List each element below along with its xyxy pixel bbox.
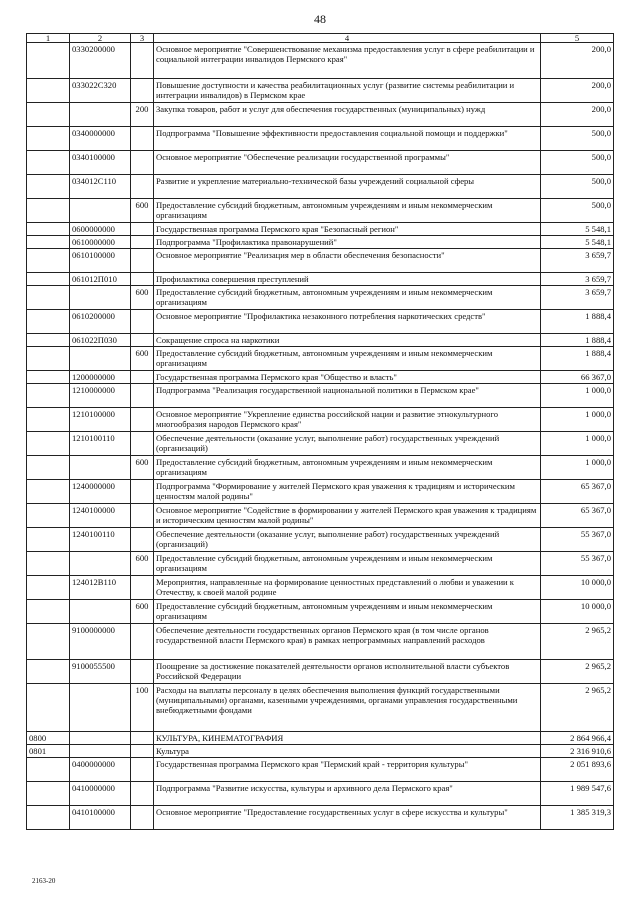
section-code-cell bbox=[27, 249, 70, 273]
description-cell: Поощрение за достижение показателей деятельности органов исполнительной власти субъектов Российской Федерации bbox=[154, 660, 541, 684]
amount-cell: 66 367,0 bbox=[541, 371, 614, 384]
expense-type-cell: 100 bbox=[131, 684, 154, 732]
section-code-cell bbox=[27, 684, 70, 732]
table-row bbox=[27, 576, 614, 600]
description-cell: Предоставление субсидий бюджетным, автономным учреждениям и иным некоммерческим организациям bbox=[154, 552, 541, 576]
expense-type-cell bbox=[131, 745, 154, 758]
table-row bbox=[27, 480, 614, 504]
amount-cell: 1 000,0 bbox=[541, 432, 614, 456]
expense-type-cell bbox=[131, 758, 154, 782]
expense-type-cell bbox=[131, 408, 154, 432]
amount-cell: 500,0 bbox=[541, 199, 614, 223]
section-code-cell bbox=[27, 151, 70, 175]
target-article-cell: 1210100110 bbox=[70, 432, 131, 456]
expense-type-cell bbox=[131, 384, 154, 408]
table-row bbox=[27, 732, 614, 745]
budget-table bbox=[26, 33, 614, 830]
section-code-cell: 0800 bbox=[27, 732, 70, 745]
section-code-cell bbox=[27, 223, 70, 236]
amount-cell: 1 000,0 bbox=[541, 456, 614, 480]
expense-type-cell: 600 bbox=[131, 552, 154, 576]
page-number: 48 bbox=[314, 12, 326, 26]
description-cell: Предоставление субсидий бюджетным, автономным учреждениям и иным некоммерческим организациям bbox=[154, 456, 541, 480]
table-row bbox=[27, 384, 614, 408]
expense-type-cell bbox=[131, 236, 154, 249]
section-code-cell bbox=[27, 273, 70, 286]
expense-type-cell: 200 bbox=[131, 103, 154, 127]
description-cell: Подпрограмма "Профилактика правонарушений" bbox=[154, 236, 541, 249]
expense-type-cell bbox=[131, 782, 154, 806]
table-row bbox=[27, 79, 614, 103]
amount-cell: 65 367,0 bbox=[541, 504, 614, 528]
header-row bbox=[27, 34, 614, 43]
amount-cell: 55 367,0 bbox=[541, 528, 614, 552]
amount-cell: 200,0 bbox=[541, 79, 614, 103]
target-article-cell: 061022П030 bbox=[70, 334, 131, 347]
amount-cell: 1 385 319,3 bbox=[541, 806, 614, 830]
table-row bbox=[27, 273, 614, 286]
table-row bbox=[27, 432, 614, 456]
section-code-cell bbox=[27, 334, 70, 347]
table-row bbox=[27, 552, 614, 576]
target-article-cell bbox=[70, 552, 131, 576]
table-body bbox=[27, 43, 614, 830]
section-code-cell bbox=[27, 286, 70, 310]
table-row bbox=[27, 103, 614, 127]
target-article-cell bbox=[70, 732, 131, 745]
section-code-cell bbox=[27, 806, 70, 830]
amount-cell: 10 000,0 bbox=[541, 576, 614, 600]
section-code-cell bbox=[27, 310, 70, 334]
expense-type-cell bbox=[131, 528, 154, 552]
expense-type-cell bbox=[131, 371, 154, 384]
target-article-cell: 1200000000 bbox=[70, 371, 131, 384]
table-row bbox=[27, 806, 614, 830]
amount-cell: 3 659,7 bbox=[541, 273, 614, 286]
section-code-cell bbox=[27, 127, 70, 151]
description-cell: Обеспечение деятельности (оказание услуг, выполнение работ) государственных учреждений (организаций) bbox=[154, 528, 541, 552]
section-code-cell bbox=[27, 236, 70, 249]
amount-cell: 500,0 bbox=[541, 175, 614, 199]
expense-type-cell: 600 bbox=[131, 199, 154, 223]
expense-type-cell bbox=[131, 624, 154, 660]
target-article-cell: 9100055500 bbox=[70, 660, 131, 684]
table-row bbox=[27, 782, 614, 806]
expense-type-cell bbox=[131, 480, 154, 504]
target-article-cell: 0340100000 bbox=[70, 151, 131, 175]
description-cell: Закупка товаров, работ и услуг для обеспечения государственных (муниципальных) нужд bbox=[154, 103, 541, 127]
section-code-cell bbox=[27, 43, 70, 79]
section-code-cell bbox=[27, 199, 70, 223]
table-row bbox=[27, 684, 614, 732]
target-article-cell: 0400000000 bbox=[70, 758, 131, 782]
description-cell: Основное мероприятие "Реализация мер в области обеспечения безопасности" bbox=[154, 249, 541, 273]
amount-cell: 65 367,0 bbox=[541, 480, 614, 504]
section-code-cell: 0801 bbox=[27, 745, 70, 758]
table-row bbox=[27, 371, 614, 384]
description-cell: Основное мероприятие "Предоставление государственных услуг в сфере искусства и культуры" bbox=[154, 806, 541, 830]
section-code-cell bbox=[27, 528, 70, 552]
target-article-cell: 0410000000 bbox=[70, 782, 131, 806]
description-cell: Обеспечение деятельности государственных органов Пермского края (в том числе органов государственной власти Пермского края) в рамках непрограммных направлений расходов bbox=[154, 624, 541, 660]
expense-type-cell: 600 bbox=[131, 600, 154, 624]
amount-cell: 3 659,7 bbox=[541, 249, 614, 273]
expense-type-cell: 600 bbox=[131, 456, 154, 480]
expense-type-cell bbox=[131, 175, 154, 199]
amount-cell: 10 000,0 bbox=[541, 600, 614, 624]
expense-type-cell bbox=[131, 432, 154, 456]
amount-cell: 2 316 910,6 bbox=[541, 745, 614, 758]
target-article-cell: 0610100000 bbox=[70, 249, 131, 273]
expense-type-cell bbox=[131, 576, 154, 600]
expense-type-cell bbox=[131, 43, 154, 79]
section-code-cell bbox=[27, 384, 70, 408]
description-cell: Основное мероприятие "Укрепление единства российской нации и развитие этнокультурного многообразия народов Пермского края" bbox=[154, 408, 541, 432]
target-article-cell: 1210100000 bbox=[70, 408, 131, 432]
expense-type-cell bbox=[131, 151, 154, 175]
description-cell: Подпрограмма "Формирование у жителей Пермского края уважения к традициям и историческим ценностям малой родины" bbox=[154, 480, 541, 504]
section-code-cell bbox=[27, 347, 70, 371]
expense-type-cell bbox=[131, 334, 154, 347]
description-cell: Повышение доступности и качества реабилитационных услуг (развитие системы реабилитации и интеграции инвалидов) в Пермском крае bbox=[154, 79, 541, 103]
amount-cell: 1 888,4 bbox=[541, 310, 614, 334]
section-code-cell bbox=[27, 782, 70, 806]
target-article-cell: 124012В110 bbox=[70, 576, 131, 600]
amount-cell: 55 367,0 bbox=[541, 552, 614, 576]
table-row bbox=[27, 758, 614, 782]
section-code-cell bbox=[27, 624, 70, 660]
target-article-cell bbox=[70, 684, 131, 732]
amount-cell: 3 659,7 bbox=[541, 286, 614, 310]
section-code-cell bbox=[27, 660, 70, 684]
description-cell: Подпрограмма "Развитие искусства, культуры и архивного дела Пермского края" bbox=[154, 782, 541, 806]
target-article-cell bbox=[70, 286, 131, 310]
description-cell: Мероприятия, направленные на формирование ценностных представлений о любви и уважении к Отечеству, к своей малой родине bbox=[154, 576, 541, 600]
description-cell: Основное мероприятие "Совершенствование механизма предоставления услуг в сфере реабилитации и социальной интеграции инвалидов Пермского края" bbox=[154, 43, 541, 79]
section-code-cell bbox=[27, 552, 70, 576]
table-row bbox=[27, 600, 614, 624]
section-code-cell bbox=[27, 175, 70, 199]
description-cell: Обеспечение деятельности (оказание услуг, выполнение работ) государственных учреждений (организаций) bbox=[154, 432, 541, 456]
description-cell: Государственная программа Пермского края "Безопасный регион" bbox=[154, 223, 541, 236]
expense-type-cell: 600 bbox=[131, 286, 154, 310]
expense-type-cell bbox=[131, 127, 154, 151]
table-row bbox=[27, 175, 614, 199]
target-article-cell: 1210000000 bbox=[70, 384, 131, 408]
amount-cell: 2 051 893,6 bbox=[541, 758, 614, 782]
table-row bbox=[27, 408, 614, 432]
section-code-cell bbox=[27, 103, 70, 127]
target-article-cell bbox=[70, 600, 131, 624]
description-cell: Предоставление субсидий бюджетным, автономным учреждениям и иным некоммерческим организациям bbox=[154, 600, 541, 624]
section-code-cell bbox=[27, 408, 70, 432]
target-article-cell: 0330200000 bbox=[70, 43, 131, 79]
amount-cell: 5 548,1 bbox=[541, 236, 614, 249]
target-article-cell: 1240000000 bbox=[70, 480, 131, 504]
table-row bbox=[27, 624, 614, 660]
amount-cell: 1 000,0 bbox=[541, 408, 614, 432]
table-row bbox=[27, 236, 614, 249]
table-row bbox=[27, 334, 614, 347]
target-article-cell: 061012П010 bbox=[70, 273, 131, 286]
section-code-cell bbox=[27, 480, 70, 504]
table-row bbox=[27, 151, 614, 175]
expense-type-cell: 600 bbox=[131, 347, 154, 371]
amount-cell: 1 888,4 bbox=[541, 347, 614, 371]
table-row bbox=[27, 199, 614, 223]
amount-cell: 2 965,2 bbox=[541, 624, 614, 660]
expense-type-cell bbox=[131, 732, 154, 745]
section-code-cell bbox=[27, 600, 70, 624]
footer-code: 2163-20 bbox=[32, 877, 56, 885]
amount-cell: 2 965,2 bbox=[541, 660, 614, 684]
description-cell: Основное мероприятие "Профилактика незаконного потребления наркотических средств" bbox=[154, 310, 541, 334]
amount-cell: 1 989 547,6 bbox=[541, 782, 614, 806]
target-article-cell: 0600000000 bbox=[70, 223, 131, 236]
header-col-5: 5 bbox=[541, 34, 614, 43]
amount-cell: 500,0 bbox=[541, 127, 614, 151]
table-row bbox=[27, 347, 614, 371]
section-code-cell bbox=[27, 432, 70, 456]
expense-type-cell bbox=[131, 504, 154, 528]
description-cell: Профилактика совершения преступлений bbox=[154, 273, 541, 286]
target-article-cell: 033022С320 bbox=[70, 79, 131, 103]
header-col-4: 4 bbox=[154, 34, 541, 43]
table-row bbox=[27, 745, 614, 758]
description-cell: Предоставление субсидий бюджетным, автономным учреждениям и иным некоммерческим организациям bbox=[154, 347, 541, 371]
table-row bbox=[27, 286, 614, 310]
description-cell: Государственная программа Пермского края "Пермский край - территория культуры" bbox=[154, 758, 541, 782]
section-code-cell bbox=[27, 371, 70, 384]
description-cell: Развитие и укрепление материально-технической базы учреждений социальной сферы bbox=[154, 175, 541, 199]
amount-cell: 1 000,0 bbox=[541, 384, 614, 408]
description-cell: Сокращение спроса на наркотики bbox=[154, 334, 541, 347]
expense-type-cell bbox=[131, 249, 154, 273]
amount-cell: 2 864 966,4 bbox=[541, 732, 614, 745]
expense-type-cell bbox=[131, 660, 154, 684]
expense-type-cell bbox=[131, 310, 154, 334]
description-cell: Предоставление субсидий бюджетным, автономным учреждениям и иным некоммерческим организациям bbox=[154, 286, 541, 310]
section-code-cell bbox=[27, 79, 70, 103]
amount-cell: 5 548,1 bbox=[541, 223, 614, 236]
target-article-cell bbox=[70, 199, 131, 223]
table-row bbox=[27, 127, 614, 151]
section-code-cell bbox=[27, 758, 70, 782]
description-cell: Подпрограмма "Повышение эффективности предоставления социальной помощи и поддержки" bbox=[154, 127, 541, 151]
table-row bbox=[27, 223, 614, 236]
expense-type-cell bbox=[131, 806, 154, 830]
table-row bbox=[27, 310, 614, 334]
table-row bbox=[27, 504, 614, 528]
expense-type-cell bbox=[131, 223, 154, 236]
section-code-cell bbox=[27, 504, 70, 528]
description-cell: Расходы на выплаты персоналу в целях обеспечения выполнения функций государственными (муниципальными) органами, казенными учреждениями, органами управления государственными внебюджетными фондами bbox=[154, 684, 541, 732]
header-col-2: 2 bbox=[70, 34, 131, 43]
target-article-cell bbox=[70, 745, 131, 758]
table-row bbox=[27, 249, 614, 273]
target-article-cell: 1240100110 bbox=[70, 528, 131, 552]
target-article-cell: 034012С110 bbox=[70, 175, 131, 199]
amount-cell: 2 965,2 bbox=[541, 684, 614, 732]
description-cell: Предоставление субсидий бюджетным, автономным учреждениям и иным некоммерческим организациям bbox=[154, 199, 541, 223]
section-code-cell bbox=[27, 576, 70, 600]
amount-cell: 200,0 bbox=[541, 103, 614, 127]
target-article-cell: 0410100000 bbox=[70, 806, 131, 830]
table-row bbox=[27, 43, 614, 79]
description-cell: Основное мероприятие "Содействие в формировании у жителей Пермского края уважения к традициям и историческим ценностям малой родины" bbox=[154, 504, 541, 528]
expense-type-cell bbox=[131, 79, 154, 103]
description-cell: Культура bbox=[154, 745, 541, 758]
table-row bbox=[27, 528, 614, 552]
table-row bbox=[27, 456, 614, 480]
description-cell: КУЛЬТУРА, КИНЕМАТОГРАФИЯ bbox=[154, 732, 541, 745]
amount-cell: 500,0 bbox=[541, 151, 614, 175]
target-article-cell: 9100000000 bbox=[70, 624, 131, 660]
amount-cell: 200,0 bbox=[541, 43, 614, 79]
description-cell: Основное мероприятие "Обеспечение реализации государственной программы" bbox=[154, 151, 541, 175]
target-article-cell bbox=[70, 456, 131, 480]
expense-type-cell bbox=[131, 273, 154, 286]
section-code-cell bbox=[27, 456, 70, 480]
amount-cell: 1 888,4 bbox=[541, 334, 614, 347]
target-article-cell bbox=[70, 103, 131, 127]
target-article-cell bbox=[70, 347, 131, 371]
target-article-cell: 1240100000 bbox=[70, 504, 131, 528]
target-article-cell: 0340000000 bbox=[70, 127, 131, 151]
header-col-1: 1 bbox=[27, 34, 70, 43]
header-col-3: 3 bbox=[131, 34, 154, 43]
target-article-cell: 0610200000 bbox=[70, 310, 131, 334]
description-cell: Государственная программа Пермского края "Общество и власть" bbox=[154, 371, 541, 384]
target-article-cell: 0610000000 bbox=[70, 236, 131, 249]
description-cell: Подпрограмма "Реализация государственной национальной политики в Пермском крае" bbox=[154, 384, 541, 408]
table-row bbox=[27, 660, 614, 684]
